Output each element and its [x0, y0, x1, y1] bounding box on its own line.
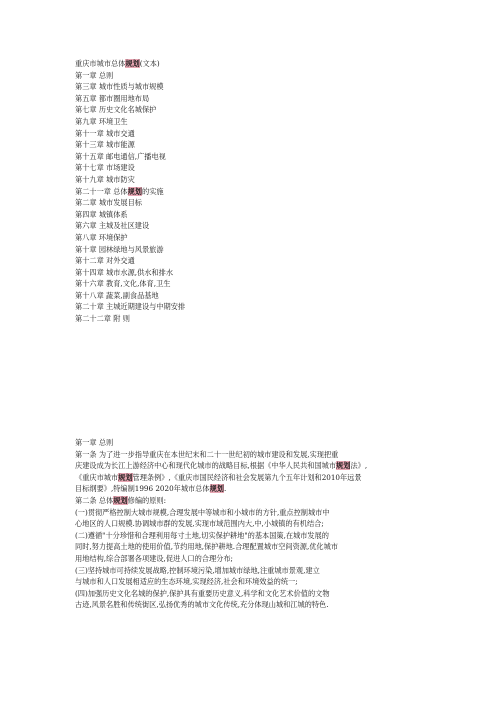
- toc-item: 第十六章 教育,文化,体育,卫生: [75, 279, 171, 289]
- paragraph-line: 同时,努力提高土地的使用价值,节约用地,保护耕地.合理配置城市空间资源,优化城市: [75, 542, 338, 552]
- toc-item: 第九章 环境卫生: [75, 116, 128, 126]
- paragraph-line: 用地结构,综合部署各项建设,促进人口的合理分布;: [75, 553, 233, 563]
- paragraph-line: 心地区的人口规模.协调城市群的发展,实现市域范围内大,中,小城镇的有机结合;: [75, 519, 324, 529]
- toc-item: 第六章 主城及社区建设: [75, 221, 150, 231]
- paragraph-line: (三)坚持城市可持续发展战略,控制环境污染,增加城市绿地,注重城市景观,建立: [75, 565, 320, 575]
- toc-item: 第五章 都市圈用地布局: [75, 93, 150, 103]
- paragraph-line: 第二条 总体规划修编的原则:: [75, 495, 166, 505]
- toc-item: 第八章 环境保护: [75, 232, 128, 242]
- toc-item: 第三章 城市性质与城市规模: [75, 82, 164, 92]
- paragraph-line: 目标纲要》,特编制1996 2020年城市总体规划.: [75, 484, 227, 494]
- search-highlight: 规划: [125, 59, 140, 68]
- toc-item: 第十三章 城市能源: [75, 140, 135, 150]
- paragraph-line: 古迹,风景名胜和传统街区,弘扬优秀的城市文化传统,充分体现山城和江城的特色.: [75, 600, 329, 610]
- paragraph-line: (四)加强历史文化名城的保护,保护具有重要历史意义,科学和文化艺术价值的文物: [75, 588, 330, 598]
- toc-item: 第十一章 城市交通: [75, 128, 135, 138]
- toc-text: 第二十一章 总体: [75, 186, 128, 196]
- toc-item: 第十五章 邮电通信,广播电视: [75, 151, 166, 161]
- title-suffix: (文本): [139, 59, 160, 68]
- toc-item: 第七章 历史文化名城保护: [75, 105, 157, 115]
- toc-item: 第十章 园林绿地与风景旅游: [75, 244, 164, 254]
- toc-item: 第十八章 蔬菜,副食品基地: [75, 290, 159, 300]
- toc-item: 第十二章 对外交通: [75, 256, 135, 266]
- search-highlight: 规划: [113, 495, 128, 505]
- toc-text: 的实施: [142, 186, 164, 196]
- toc-item: 第二十二章 附 则: [75, 314, 130, 324]
- toc-item: 第四章 城镇体系: [75, 209, 128, 219]
- search-highlight: 规划: [127, 186, 142, 196]
- chapter-heading: 第一章 总则: [75, 438, 114, 447]
- toc-item: 第十四章 城市水源,供水和排水: [75, 267, 174, 277]
- toc-item: [75, 186, 185, 198]
- toc-item: 第十九章 城市防灾: [75, 174, 135, 184]
- paragraph-line: (二)遵循"十分珍惜和合理利用每寸土地,切实保护耕地"的基本国策,在城市发展的: [75, 530, 329, 540]
- toc-item: 第二十章 主城近期建设与中期安排: [75, 302, 186, 312]
- search-highlight: 规划: [209, 484, 224, 494]
- paragraph-line: 庆建设成为长江上游经济中心和现代化城市的战略目标,根据《中华人民共和国城市规划法》,: [75, 461, 368, 471]
- body-section: [75, 437, 425, 611]
- search-highlight: 规划: [118, 472, 133, 482]
- toc-item: 第二章 城市发展目标: [75, 198, 142, 208]
- toc-item: 第十七章 市场建设: [75, 163, 135, 173]
- paragraph-line: (一)贯彻严格控制大城市规模,合理发展中等城市和小城市的方针,重点控制城市中: [75, 507, 330, 517]
- paragraph-line: 《重庆市城市规划管理条例》,《重庆市国民经济和社会发展第九个五年计划和2010年远景: [75, 472, 362, 482]
- title-text: 重庆市城市总体: [75, 59, 126, 68]
- document-title: [75, 58, 185, 70]
- paragraph-line: 与城市和人口发展相适应的生态环境,实现经济,社会和环境效益的统一;: [75, 577, 298, 587]
- paragraph-line: 第一条 为了进一步指导重庆在本世纪末和二十一世纪初的城市建设和发展,实现把重: [75, 449, 339, 459]
- table-of-contents: [75, 58, 185, 325]
- search-highlight: 规划: [336, 461, 351, 471]
- toc-item: 第一章 总则: [75, 70, 114, 80]
